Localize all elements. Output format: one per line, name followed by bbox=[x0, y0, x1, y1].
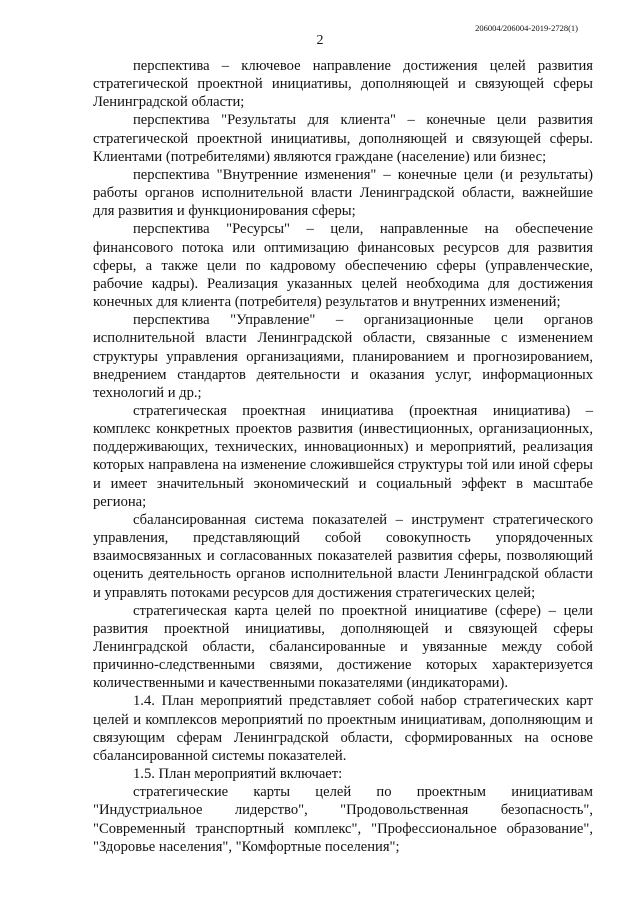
paragraph-perspective-resources: перспектива "Ресурсы" – цели, направленные на обеспечение финансового потока или оптимизацию финансовых ресурсов для развития сферы, а также цели по кадровому обеспечению сферы (управленческие, рабочие кадры). Реализация указанных целей необходима для достижения конечных для клиента (потребителя) результатов и внутренних изменений; bbox=[93, 221, 593, 311]
document-body bbox=[93, 57, 593, 856]
paragraph-section-1-4: 1.4. План мероприятий представляет собой набор стратегических карт целей и комплексов мероприятий по проектным инициативам, дополняющим и связующим сферам Ленинградской области, сформированных на основе сбалансированной системы показателей. bbox=[93, 693, 593, 764]
paragraph-perspective-internal-changes: перспектива "Внутренние изменения" – конечные цели (и результаты) работы органов исполнительной власти Ленинградской области, важнейшие для развития и функционирования сферы; bbox=[93, 166, 593, 220]
page-number: 2 bbox=[316, 33, 324, 48]
paragraph-strategic-maps-list: стратегические карты целей по проектным инициативам "Индустриальное лидерство", "Продовольственная безопасность", "Современный транспортный комплекс", "Профессиональное образование", "Здоровье населения", "Комфортные поселения"; bbox=[93, 784, 593, 855]
paragraph-strategic-map: стратегическая карта целей по проектной инициативе (сфере) – цели развития проектной инициативы, дополняющей и связующей сферы Ленинградской области, сбалансированные и увязанные между собой причинно-следственными связями, достижение которых характеризуется количественными и качественными показателями (индикаторами). bbox=[93, 602, 593, 692]
document-id: 206004/206004-2019-2728(1) bbox=[475, 23, 578, 33]
paragraph-perspective: перспектива – ключевое направление достижения целей развития стратегической проектной инициативы, дополняющей и связующей сферы Ленинградской области; bbox=[93, 58, 593, 111]
paragraph-perspective-client-results: перспектива "Результаты для клиента" – конечные цели развития стратегической проектной инициативы, дополняющей и связующей сферы. Клиентами (потребителями) являются граждане (население) или бизнес; bbox=[93, 112, 593, 165]
paragraph-perspective-management: перспектива "Управление" – организационные цели органов исполнительной власти Ленинградской области, связанные с изменением структуры управления организациями, планированием и прогнозированием, внедрением стандартов деятельности и оказания услуг, информационных технологий и др.; bbox=[93, 312, 593, 401]
paragraph-section-1-5: 1.5. План мероприятий включает: bbox=[133, 766, 343, 783]
paragraph-strategic-initiative: стратегическая проектная инициатива (проектная инициатива) – комплекс конкретных проектов развития (инвестиционных, организационных, поддерживающих, технических, инновационных) и мероприятий, реализация которых направлена на изменение сложившейся структуры той или иной сферы и имеет значительный экономический и социальный эффект в масштабе региона; bbox=[93, 402, 593, 510]
paragraph-balanced-scorecard: сбалансированная система показателей – инструмент стратегического управления, представляющий собой совокупность упорядоченных взаимосвязанных и согласованных показателей развития сферы, позволяющий оценить деятельность органов исполнительной власти Ленинградской области и управлять потоками ресурсов для достижения стратегических целей; bbox=[93, 511, 593, 601]
